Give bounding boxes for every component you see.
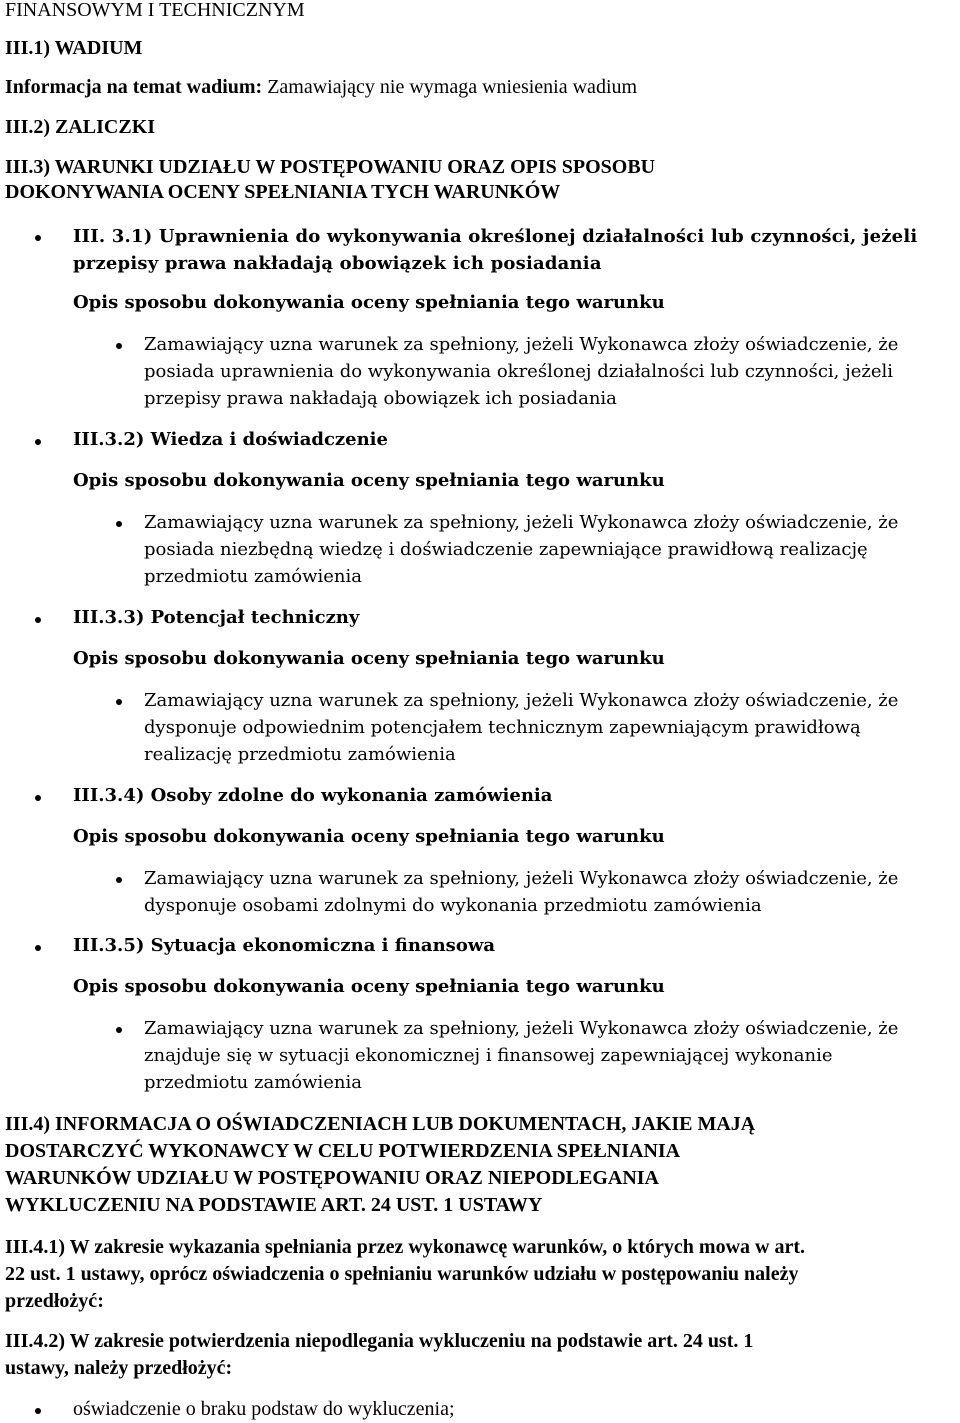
condition-2-method-line-1: Zamawiający uzna warunek za spełniony, jeżeli Wykonawca złoży oświadczenie, że	[144, 512, 899, 533]
bullet-condition-1	[35, 235, 41, 241]
section-442-line-2: ustawy, należy przedłożyć:	[5, 1357, 233, 1379]
condition-4-method-text	[144, 865, 898, 919]
condition-4-method-line-1: Zamawiający uzna warunek za spełniony, jeżeli Wykonawca złoży oświadczenie, że	[144, 868, 899, 889]
condition-3-method-line-1: Zamawiający uzna warunek za spełniony, jeżeli Wykonawca złoży oświadczenie, że	[144, 690, 899, 711]
condition-2-method-label: Opis sposobu dokonywania oceny spełniania tego warunku	[73, 470, 665, 491]
wadium-info	[5, 75, 637, 99]
condition-1-title	[73, 223, 917, 277]
condition-4-title: III.3.4) Osoby zdolne do wykonania zamówienia	[73, 785, 553, 806]
documents-heading-line-4: WYKLUCZENIU NA PODSTAWIE ART. 24 UST. 1 USTAWY	[5, 1194, 543, 1216]
documents-heading-line-3: WARUNKÓW UDZIAŁU W POSTĘPOWANIU ORAZ NIEPODLEGANIA	[5, 1167, 659, 1189]
condition-4-method-line-2: dysponuje osobami zdolnymi do wykonania przedmiotu zamówienia	[144, 895, 762, 916]
documents-heading-line-2: DOSTARCZYĆ WYKONAWCY W CELU POTWIERDZENIA SPEŁNIANIA	[5, 1140, 681, 1162]
bullet-condition-3	[35, 617, 41, 623]
condition-2-title: III.3.2) Wiedza i doświadczenie	[73, 429, 388, 450]
condition-5-method-line-2: znajduje się w sytuacji ekonomicznej i finansowej zapewniającej wykonanie	[144, 1045, 833, 1066]
bullet-condition-2	[35, 439, 41, 445]
zaliczki-heading: III.2) ZALICZKI	[5, 116, 156, 138]
wadium-heading: III.1) WADIUM	[5, 37, 143, 59]
condition-5-method-line-1: Zamawiający uzna warunek za spełniony, jeżeli Wykonawca złoży oświadczenie, że	[144, 1018, 899, 1039]
condition-1-method-label: Opis sposobu dokonywania oceny spełniania tego warunku	[73, 292, 665, 313]
condition-1-method-text	[144, 331, 898, 412]
condition-1-method-line-2: posiada uprawnienia do wykonywania określonej działalności lub czynności, jeżeli	[144, 361, 894, 382]
condition-3-title: III.3.3) Potencjał techniczny	[73, 607, 360, 628]
bullet-condition-4	[35, 795, 41, 801]
condition-3-method-line-3: realizację przedmiotu zamówienia	[144, 744, 456, 765]
wadium-info-value: Zamawiający nie wymaga wniesienia wadium	[262, 76, 638, 98]
condition-1-method-line-1: Zamawiający uzna warunek za spełniony, jeżeli Wykonawca złoży oświadczenie, że	[144, 334, 899, 355]
bullet-condition-3-method	[116, 699, 122, 705]
condition-5-method-line-3: przedmiotu zamówienia	[144, 1072, 363, 1093]
documents-heading-line-1: III.4) INFORMACJA O OŚWIADCZENIACH LUB DOKUMENTACH, JAKIE MAJĄ	[5, 1113, 756, 1135]
condition-3-method-text	[144, 687, 898, 768]
condition-1-title-line-2: przepisy prawa nakładają obowiązek ich posiadania	[73, 253, 602, 274]
bullet-condition-2-method	[116, 521, 122, 527]
section-441-line-3: przedłożyć:	[5, 1290, 104, 1312]
bullet-condition-5	[35, 945, 41, 951]
condition-5-method-text	[144, 1015, 898, 1096]
section-441-line-1: III.4.1) W zakresie wykazania spełniania przez wykonawcę warunków, o których mowa w art.	[5, 1236, 806, 1258]
section-442-line-1: III.4.2) W zakresie potwierdzenia niepodlegania wykluczeniu na podstawie art. 24 ust. 1	[5, 1330, 754, 1352]
section-441-line-2: 22 ust. 1 ustawy, oprócz oświadczenia o spełnianiu warunków udziału w postępowaniu należy	[5, 1263, 799, 1285]
warunki-heading-line-2: DOKONYWANIA OCENY SPEŁNIANIA TYCH WARUNKÓW	[5, 181, 561, 203]
wadium-info-label: Informacja na temat wadium:	[5, 76, 263, 98]
condition-3-method-label: Opis sposobu dokonywania oceny spełniania tego warunku	[73, 648, 665, 669]
bullet-condition-5-method	[116, 1027, 122, 1033]
condition-5-method-label: Opis sposobu dokonywania oceny spełniania tego warunku	[73, 976, 665, 997]
condition-2-method-line-3: przedmiotu zamówienia	[144, 566, 363, 587]
condition-3-method-line-2: dysponuje odpowiednim potencjałem technicznym zapewniającym prawidłową	[144, 717, 861, 738]
condition-2-method-text	[144, 509, 898, 590]
condition-5-title: III.3.5) Sytuacja ekonomiczna i finansowa	[73, 935, 495, 956]
bullet-condition-1-method	[116, 343, 122, 349]
bullet-section-442-item	[35, 1408, 41, 1414]
condition-1-title-line-1: III. 3.1) Uprawnienia do wykonywania określonej działalności lub czynności, jeżeli	[73, 226, 918, 247]
section-442-item: oświadczenie o braku podstaw do wykluczenia;	[73, 1398, 455, 1420]
warunki-heading-line-1: III.3) WARUNKI UDZIAŁU W POSTĘPOWANIU ORAZ OPIS SPOSOBU	[5, 156, 656, 178]
bullet-condition-4-method	[116, 877, 122, 883]
condition-2-method-line-2: posiada niezbędną wiedzę i doświadczenie zapewniające prawidłową realizację	[144, 539, 868, 560]
condition-1-method-line-3: przepisy prawa nakładają obowiązek ich posiadania	[144, 388, 617, 409]
header-fragment: FINANSOWYM I TECHNICZNYM	[5, 0, 305, 21]
condition-4-method-label: Opis sposobu dokonywania oceny spełniania tego warunku	[73, 826, 665, 847]
